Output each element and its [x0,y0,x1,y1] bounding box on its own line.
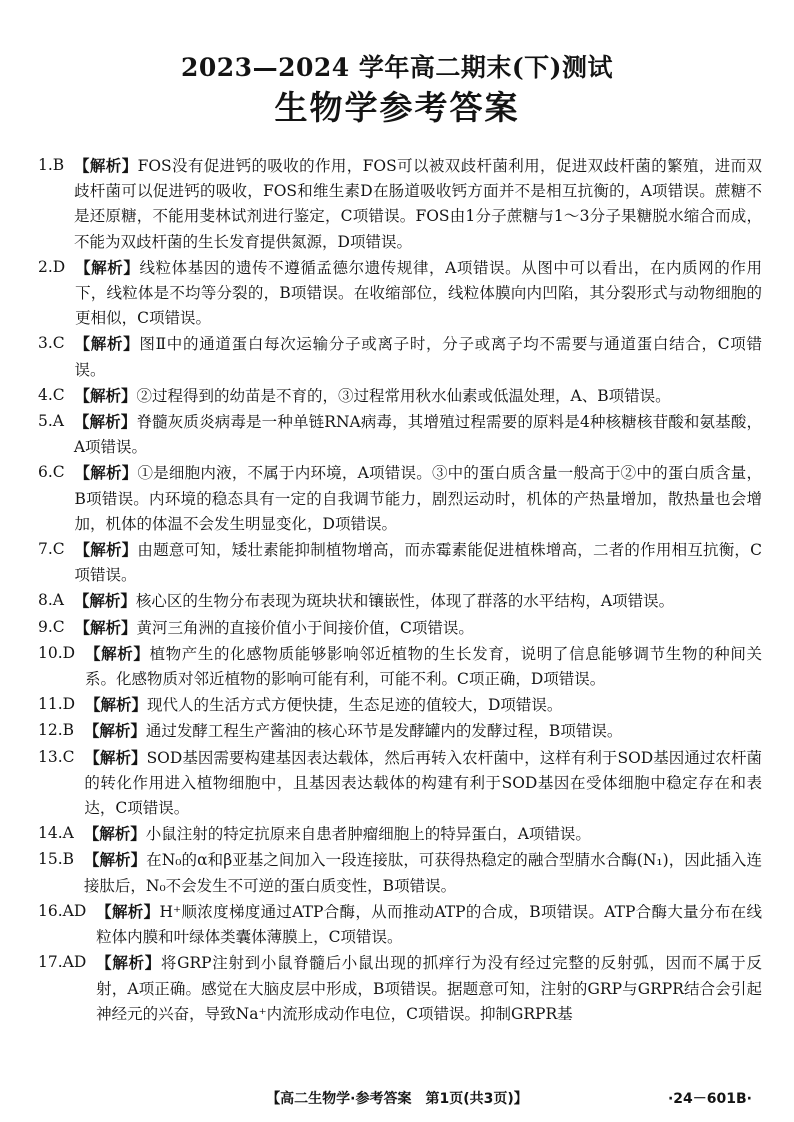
explanation-tag: 【解析】 [74,463,138,483]
explanation-tag: 【解析】 [84,695,147,715]
answer-number [38,718,84,744]
answer-number [38,537,75,588]
answer-number [38,460,75,537]
question-number: 7. [38,540,53,559]
explanation-tag: 【解析】 [83,721,146,741]
explanation-tag: 【解析】 [74,385,137,405]
explanation-text: 植物产生的化感物质能够影响邻近植物的生长发育，说明了信息能够调节生物的种间关系。化感物质对邻近植物的影响可能有利，可能不利。C项正确，D项错误。 [84,644,762,689]
answer-item [38,409,762,460]
answer-item [38,588,762,614]
question-number: 13. [38,747,63,766]
answer-number [38,153,74,255]
answer-item [38,537,762,588]
explanation-text: SOD基因需要构建基因表达载体，然后再转入农杆菌中，这样有利于SOD基因通过农杆菌的转化作用进入植物细胞中，且基因表达载体的构建有利于SOD基因在受体细胞中稳定存在和表达，C项错误。 [84,748,762,818]
explanation-tag: 【解析】 [96,953,161,973]
explanation-tag: 【解析】 [84,747,147,767]
answer-choice: B [62,721,75,740]
answer-explanation [84,718,762,744]
page-footer [0,1088,794,1110]
answer-explanation [75,537,762,588]
answer-item [38,383,762,409]
explanation-text: 在N₀的α和β亚基之间加入一段连接肽，可获得热稳定的融合型腈水合酶(N₁)，因此插入连接肽后，N₀不会发生不可逆的蛋白质变性，B项错误。 [83,851,762,895]
answer-choice: D [52,257,66,276]
explanation-text: ②过程得到的幼苗是不育的，③过程常用秋水仙素或低温处理，A、B项错误。 [136,386,671,405]
footer-doc-code: ·24－601B· [667,1091,752,1107]
answer-explanation [75,255,762,332]
answer-item [38,718,762,744]
answer-explanation [84,821,762,847]
answer-item [38,847,762,898]
answer-number [38,588,74,614]
explanation-tag: 【解析】 [74,617,137,637]
answer-choice: C [52,334,65,353]
explanation-text: 线粒体基因的遗传不遵循孟德尔遗传规律，A项错误。从图中可以看出，在内质网的作用下，线粒体是不均等分裂的，B项错误。在收缩部位，线粒体膜向内凹陷，其分裂形式与动物细胞的更相似，C项错误。 [75,258,762,328]
answer-item [38,950,762,1027]
explanation-text: 由题意可知，矮壮素能抑制植物增高，而赤霉素能促进植株增高，二者的作用相互抗衡，C项错误。 [74,541,762,585]
answer-number [38,615,75,641]
explanation-tag: 【解析】 [83,824,146,844]
explanation-tag: 【解析】 [83,850,147,870]
question-number: 6. [38,463,53,482]
answer-number [38,692,85,718]
answer-choice: C [62,747,75,766]
answer-number [38,821,84,847]
explanation-tag: 【解析】 [84,643,150,663]
answer-explanation [85,692,762,718]
question-number: 17. [38,953,63,972]
answer-explanation [75,615,762,641]
answer-key-title: 生物学参考答案 [274,88,520,127]
answer-number [38,745,84,822]
question-number: 1. [38,156,53,174]
explanation-text: 图Ⅱ中的通道蛋白每次运输分子或离子时，分子或离子均不需要与通道蛋白结合，C项错误。 [74,335,762,379]
answer-explanation [84,847,762,898]
answer-choice: C [52,540,65,559]
explanation-tag: 【解析】 [73,412,137,432]
answer-number [38,409,74,460]
explanation-text: FOS没有促进钙的吸收的作用，FOS可以被双歧杆菌利用，促进双歧杆菌的繁殖，进而双歧杆菌可以促进钙的吸收，FOS和维生素D在肠道吸收钙方面并不是相互抗衡的，A项错误。蔗糖不是还原糖，不能用斐林试剂进行鉴定，C项错误。FOS由1分子蔗糖与1～3分子果糖脱水缩合而成，不能为双歧杆菌的生长发育提供氮源，D项错误。 [74,157,762,251]
answer-choice: C [52,617,65,636]
exam-title: 2023—2024 学年高二期末(下)测试 [180,53,614,82]
answer-explanation [74,409,762,460]
answer-choice: B [62,850,75,869]
answer-item [38,615,762,641]
answer-explanation [74,153,762,255]
answer-item [38,821,762,847]
question-number: 16. [38,901,63,920]
answer-choice: A [62,824,74,843]
explanation-tag: 【解析】 [74,334,140,354]
answer-choice: A [52,412,64,431]
answer-choice: A [52,591,64,610]
footer-page-info: 【高二生物学·参考答案 第1页(共3页)】 [266,1091,528,1107]
question-number: 3. [38,334,53,353]
explanation-tag: 【解析】 [96,901,160,921]
answer-choice: AD [62,953,87,972]
explanation-tag: 【解析】 [75,257,140,277]
explanation-text: 小鼠注射的特定抗原来自患者肿瘤细胞上的特异蛋白，A项错误。 [145,825,591,844]
answer-item [38,641,762,692]
answer-number [38,331,75,382]
answer-explanation [85,641,762,692]
answer-choice: D [62,643,76,662]
answer-item [38,331,762,382]
answer-item [38,153,762,255]
question-number: 4. [38,385,53,404]
answer-list [38,153,762,1027]
explanation-text: ①是细胞内液，不属于内环境，A项错误。③中的蛋白质含量一般高于②中的蛋白质含量，B项错误。内环境的稳态具有一定的自我调节能力，剧烈运动时，机体的产热量增加，散热量也会增加，机体的体温不会发生明显变化，D项错误。 [74,464,762,533]
explanation-text: 通过发酵工程生产酱油的核心环节是发酵罐内的发酵过程，B项错误。 [145,722,623,741]
question-number: 11. [38,695,63,714]
answer-choice: D [62,695,76,714]
answer-item [38,692,762,718]
answer-choice: C [52,463,65,482]
answer-choice: B [52,156,65,174]
answer-item [38,745,762,822]
answer-explanation [75,383,762,409]
question-number: 8. [38,591,53,610]
explanation-text: 黄河三角洲的直接价值小于间接价值，C项错误。 [136,618,474,637]
question-number: 9. [38,617,53,636]
explanation-tag: 【解析】 [73,591,136,611]
explanation-text: 脊髓灰质炎病毒是一种单链RNA病毒，其增殖过程需要的原料是4种核糖核苷酸和氨基酸，A项错误。 [73,413,762,457]
answer-explanation [84,745,762,822]
question-number: 2. [38,257,53,276]
answer-explanation [75,460,762,537]
answer-explanation [74,588,762,614]
question-number: 10. [38,643,63,662]
question-number: 15. [38,850,63,869]
answer-number [38,847,84,898]
answer-item [38,255,762,332]
answer-number [38,641,85,692]
answer-choice: AD [62,901,87,920]
explanation-text: 核心区的生物分布表现为斑块状和镶嵌性，体现了群落的水平结构，A项错误。 [135,592,675,611]
answer-explanation [96,950,762,1027]
answer-number [38,255,75,332]
question-number: 5. [38,412,53,431]
explanation-text: 将GRP注射到小鼠脊髓后小鼠出现的抓痒行为没有经过完整的反射弧，因而不属于反射，A项正确。感觉在大脑皮层中形成，B项错误。据题意可知，注射的GRP与GRPR结合会引起神经元的兴奋，导致Na⁺内流形成动作电位，C项错误。抑制GRPR基 [96,954,762,1023]
answer-item [38,460,762,537]
answer-item [38,899,762,950]
explanation-tag: 【解析】 [74,156,138,175]
explanation-text: 现代人的生活方式方便快捷，生态足迹的值较大，D项错误。 [146,696,563,715]
answer-number [38,950,96,1027]
answer-number [38,383,75,409]
explanation-tag: 【解析】 [74,540,138,560]
explanation-text: H⁺顺浓度梯度通过ATP合酶，从而推动ATP的合成，B项错误。ATP合酶大量分布在线粒体内膜和叶绿体类囊体薄膜上，C项错误。 [96,902,762,947]
answer-number [38,899,96,950]
question-number: 12. [38,721,63,740]
answer-explanation [96,899,762,950]
question-number: 14. [38,824,63,843]
page-header [0,52,794,130]
answer-explanation [75,331,762,382]
answer-choice: C [52,385,65,404]
